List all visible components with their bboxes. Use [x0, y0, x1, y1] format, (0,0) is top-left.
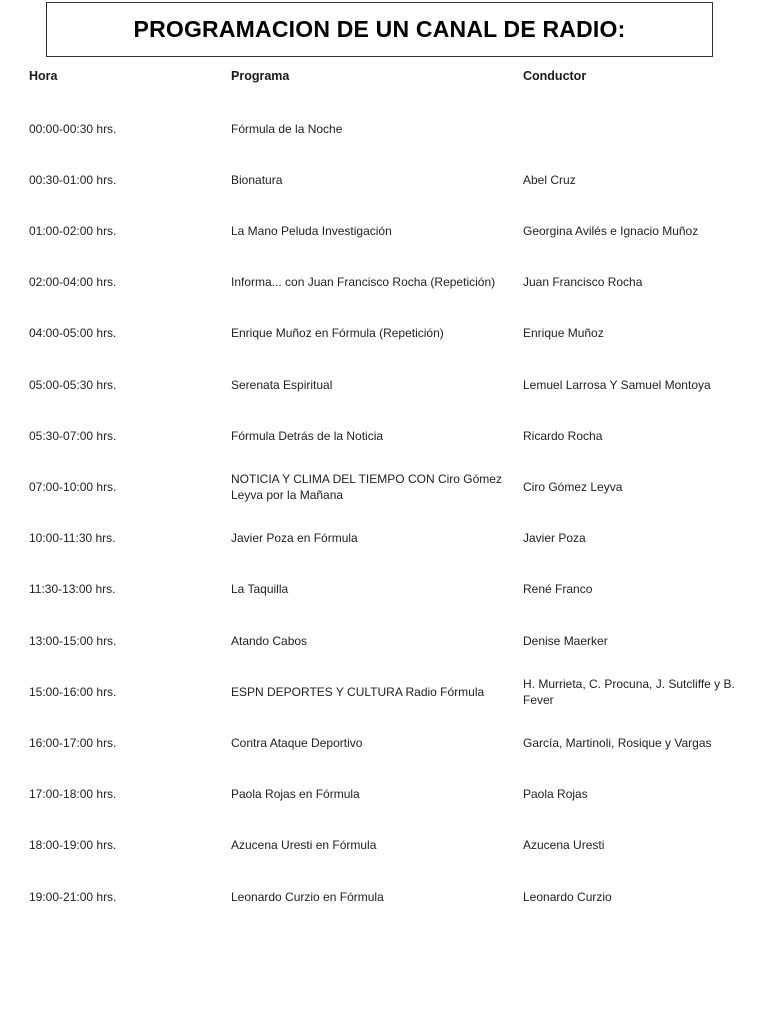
table-row	[0, 467, 768, 507]
cell-conductor: Ciro Gómez Leyva	[523, 479, 623, 494]
cell-hora: 05:30-07:00 hrs.	[29, 428, 117, 443]
cell-programa: Fórmula Detrás de la Noticia	[231, 428, 384, 443]
cell-programa: Contra Ataque Deportivo	[231, 735, 363, 750]
table-row	[0, 877, 768, 917]
cell-hora: 13:00-15:00 hrs.	[29, 633, 117, 648]
cell-hora: 00:00-00:30 hrs.	[29, 121, 117, 136]
cell-programa: Fórmula de la Noche	[231, 121, 343, 136]
cell-conductor: Javier Poza	[523, 531, 586, 546]
cell-conductor: Paola Rojas	[523, 787, 588, 802]
cell-hora: 11:30-13:00 hrs.	[29, 582, 116, 597]
table-row	[0, 774, 768, 814]
table-row	[0, 569, 768, 609]
table-row	[0, 621, 768, 661]
cell-conductor: Juan Francisco Rocha	[523, 275, 643, 290]
table-row	[0, 262, 768, 302]
cell-hora: 07:00-10:00 hrs.	[29, 479, 117, 494]
header-programa: Programa	[231, 69, 290, 83]
page-title: PROGRAMACION DE UN CANAL DE RADIO:	[133, 16, 626, 42]
cell-hora: 18:00-19:00 hrs.	[29, 838, 117, 853]
cell-conductor: H. Murrieta, C. Procuna, J. Sutcliffe y B. Fever	[523, 676, 735, 707]
cell-programa: ESPN DEPORTES Y CULTURA Radio Fórmula	[231, 684, 485, 699]
cell-programa: Azucena Uresti en Fórmula	[231, 838, 377, 853]
table-row	[0, 672, 768, 712]
cell-hora: 10:00-11:30 hrs.	[29, 531, 116, 546]
header-conductor: Conductor	[523, 69, 587, 83]
cell-conductor: Leonardo Curzio	[523, 889, 612, 904]
table-header	[0, 68, 768, 86]
table-row	[0, 518, 768, 558]
cell-programa: La Mano Peluda Investigación	[231, 223, 392, 238]
title-box	[46, 2, 713, 57]
cell-hora: 17:00-18:00 hrs.	[29, 787, 117, 802]
cell-programa: Paola Rojas en Fórmula	[231, 787, 360, 802]
table-row	[0, 416, 768, 456]
cell-programa: Informa... con Juan Francisco Rocha (Repetición)	[231, 275, 496, 290]
table-row	[0, 313, 768, 353]
cell-conductor: Enrique Muñoz	[523, 326, 604, 341]
cell-hora: 19:00-21:00 hrs.	[29, 889, 117, 904]
table-row	[0, 109, 768, 149]
table-row	[0, 160, 768, 200]
table-row	[0, 825, 768, 865]
cell-programa: Bionatura	[231, 172, 283, 187]
table-row	[0, 365, 768, 405]
cell-programa: Serenata Espiritual	[231, 377, 333, 392]
cell-programa: Atando Cabos	[231, 633, 308, 648]
cell-hora: 04:00-05:00 hrs.	[29, 326, 117, 341]
cell-hora: 02:00-04:00 hrs.	[29, 275, 117, 290]
cell-conductor: René Franco	[523, 582, 593, 597]
cell-conductor: Ricardo Rocha	[523, 428, 603, 443]
table-row	[0, 211, 768, 251]
header-hora: Hora	[29, 69, 58, 83]
cell-programa: Javier Poza en Fórmula	[231, 531, 358, 546]
cell-conductor: Abel Cruz	[523, 172, 576, 187]
cell-conductor: Azucena Uresti	[523, 838, 605, 853]
cell-hora: 05:00-05:30 hrs.	[29, 377, 117, 392]
cell-conductor: Georgina Avilés e Ignacio Muñoz	[523, 223, 699, 238]
cell-conductor: Lemuel Larrosa Y Samuel Montoya	[523, 377, 711, 392]
cell-programa: Leonardo Curzio en Fórmula	[231, 889, 384, 904]
cell-conductor: Denise Maerker	[523, 633, 608, 648]
cell-hora: 00:30-01:00 hrs.	[29, 172, 117, 187]
cell-hora: 15:00-16:00 hrs.	[29, 684, 117, 699]
cell-hora: 01:00-02:00 hrs.	[29, 223, 117, 238]
cell-programa: NOTICIA Y CLIMA DEL TIEMPO CON Ciro Gómez Leyva por la Mañana	[231, 471, 502, 502]
cell-hora: 16:00-17:00 hrs.	[29, 735, 117, 750]
cell-programa: Enrique Muñoz en Fórmula (Repetición)	[231, 326, 444, 341]
table-row	[0, 723, 768, 763]
cell-conductor: García, Martinoli, Rosique y Vargas	[523, 735, 712, 750]
cell-programa: La Taquilla	[231, 582, 289, 597]
